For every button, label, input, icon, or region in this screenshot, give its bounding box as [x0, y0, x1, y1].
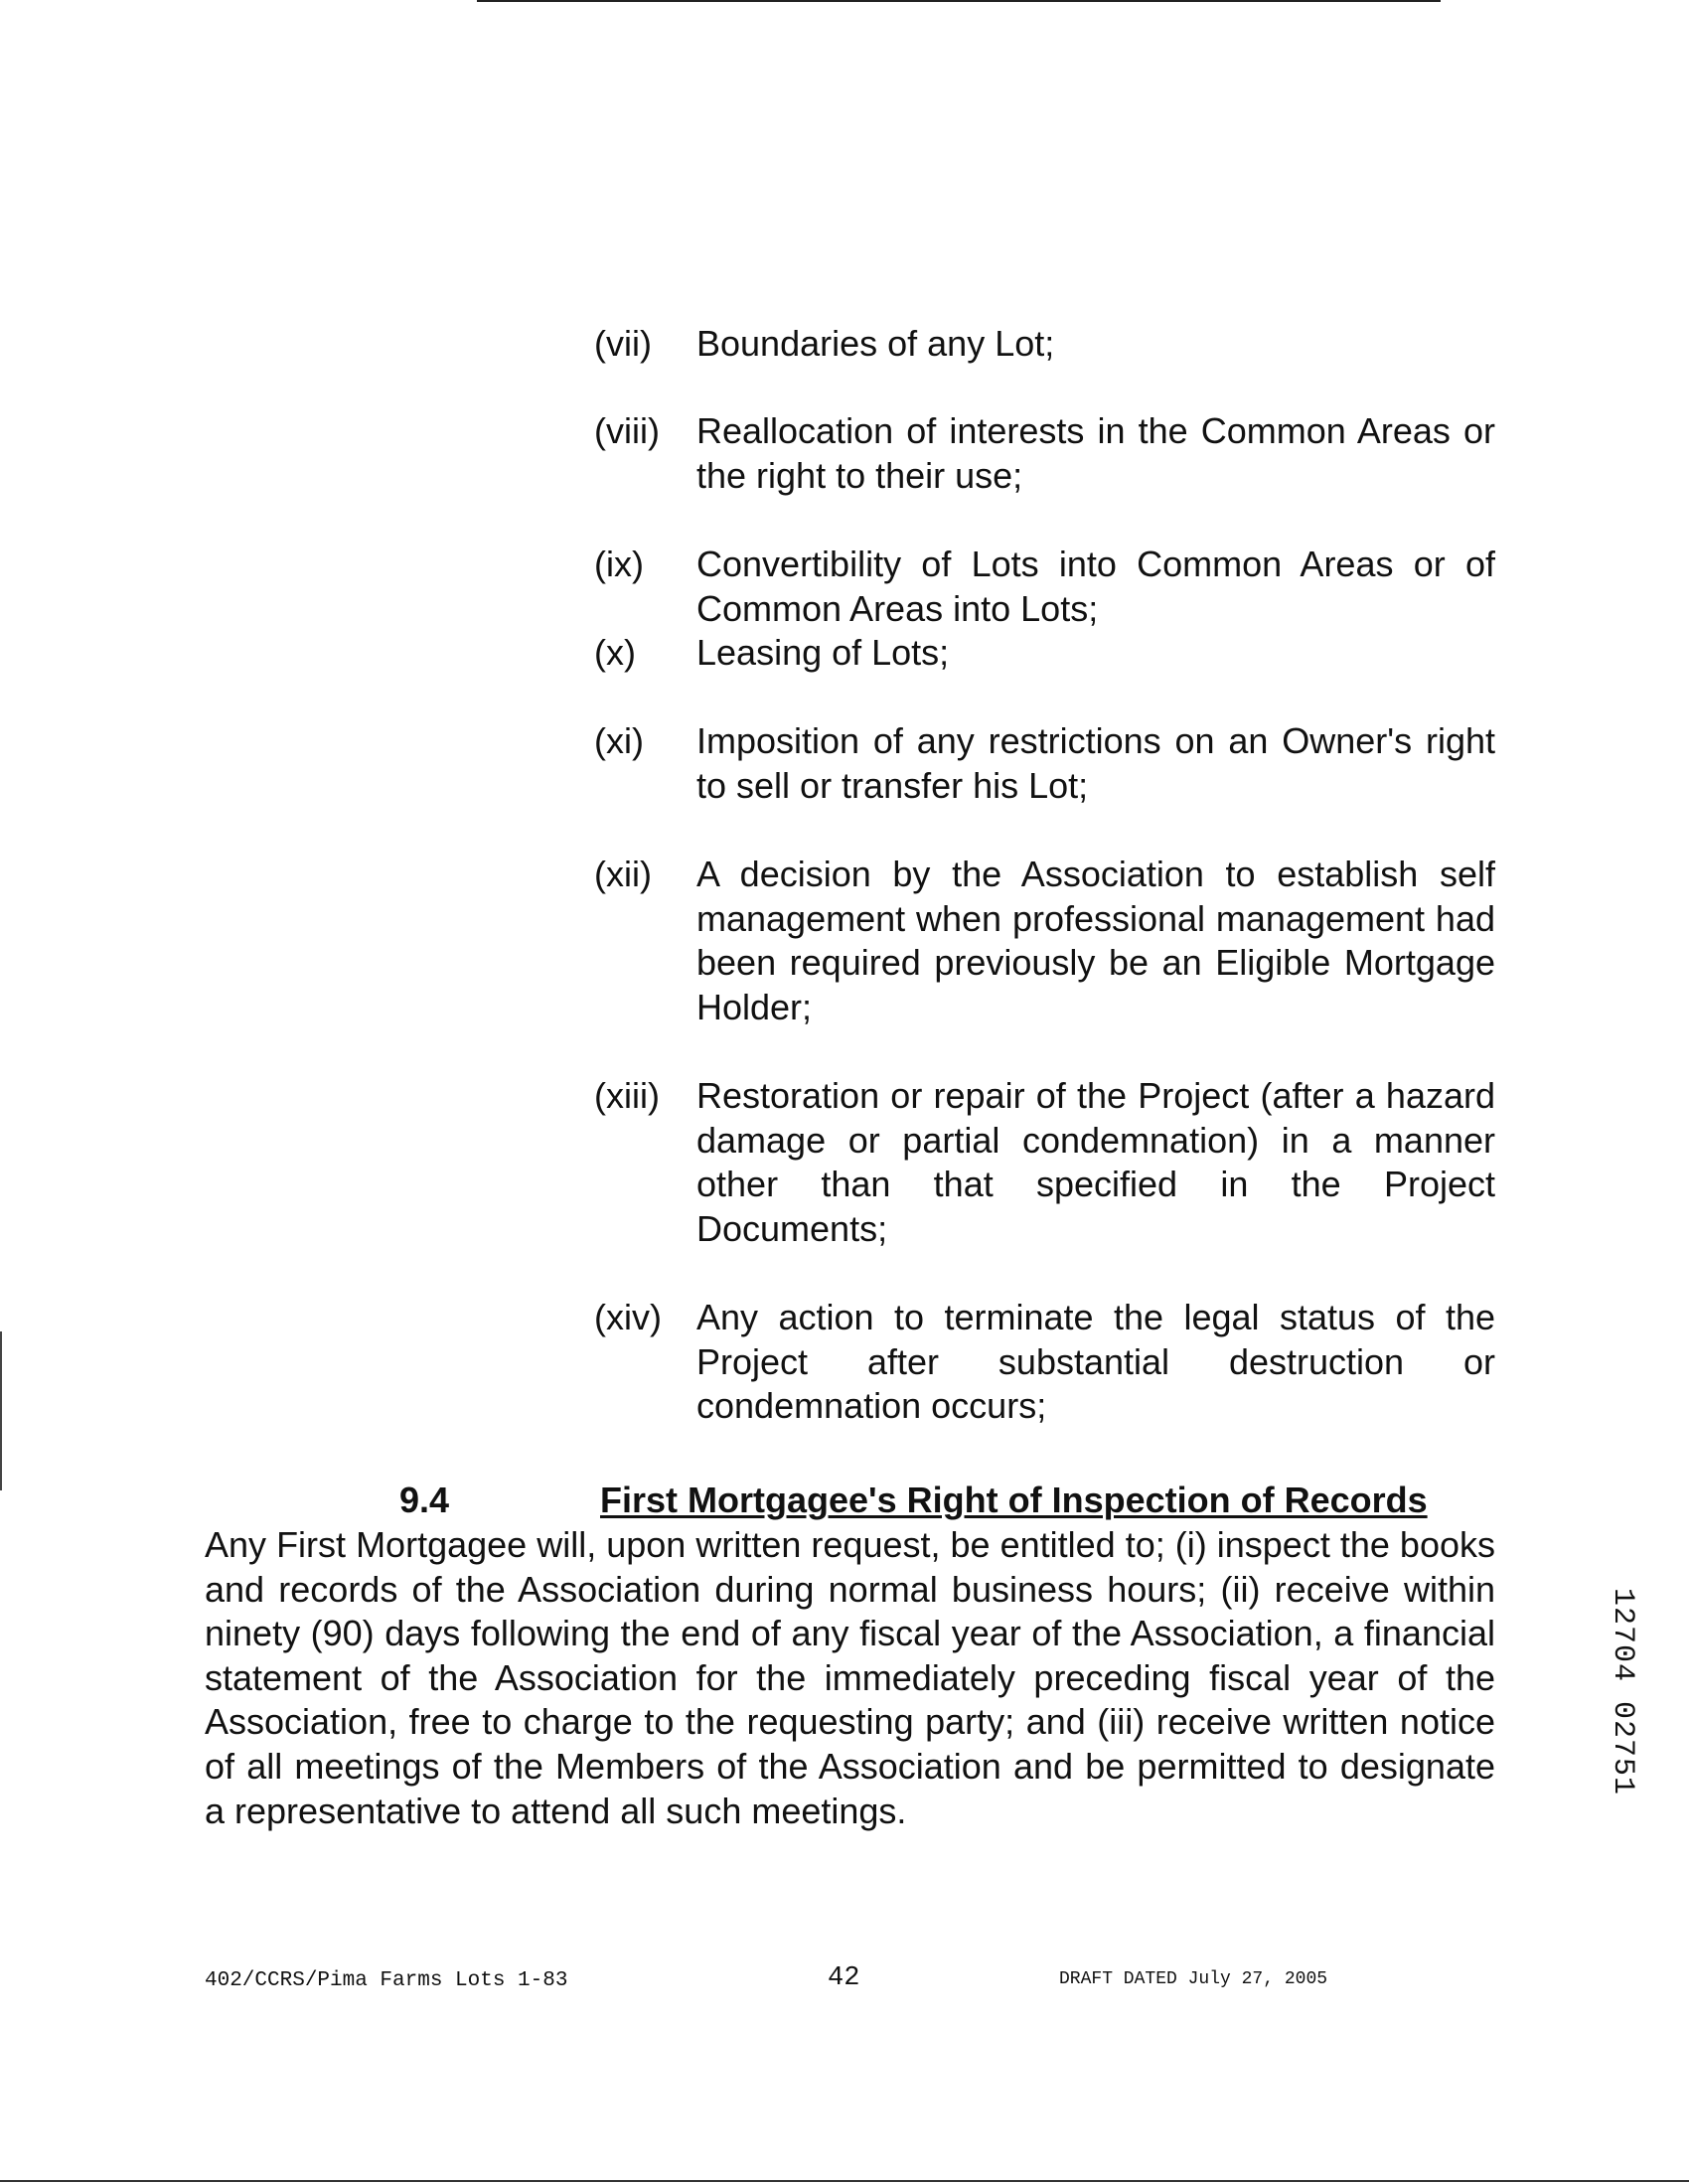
page-footer	[0, 1963, 1689, 2003]
bottom-rule	[0, 2180, 1689, 2182]
list-item-number: (xiv)	[594, 1297, 662, 1337]
section-number: 9.4	[399, 1480, 450, 1520]
list-item-text: A decision by the Association to establish self management when professional management had been required previously be an Eligible Mortgage Holder;	[696, 854, 1495, 1027]
list-item-text: Leasing of Lots;	[696, 632, 950, 673]
recording-number-text: 12704 02751	[1606, 1588, 1639, 1796]
recording-number-stamp	[1606, 1588, 1659, 1886]
list-item-text: Any action to terminate the legal status of the Project after substantial destruction or condemnation occurs;	[696, 1297, 1495, 1427]
list-item-number: (vii)	[594, 323, 652, 364]
section-body-paragraph: Any First Mortgagee will, upon written request, be entitled to; (i) inspect the books and records of the Association during normal business hours; (ii) receive within ninety (90) days following the end of any fiscal year of the Association, a financial statement of the Association for the immediately preceding fiscal year of the Association, free to charge to the requesting party; and (iii) receive written notice of all meetings of the Members of the Association and be permitted to designate a representative to attend all such meetings.	[205, 1524, 1495, 1831]
list-item-text: Reallocation of interests in the Common Areas or the right to their use;	[696, 410, 1495, 496]
top-rule	[477, 0, 1441, 2]
list-item-number: (viii)	[594, 410, 660, 451]
footer-page-number: 42	[828, 1963, 860, 1993]
list-item-number: (xi)	[594, 720, 644, 761]
footer-document-id: 402/CCRS/Pima Farms Lots 1-83	[205, 1969, 568, 1992]
list-item-text: Convertibility of Lots into Common Areas or of Common Areas into Lots;	[696, 544, 1495, 629]
list-item-number: (xiii)	[594, 1075, 660, 1116]
list-item-number: (x)	[594, 632, 636, 673]
list-item-number: (xii)	[594, 854, 652, 894]
list-item-text: Imposition of any restrictions on an Owner's right to sell or transfer his Lot;	[696, 720, 1495, 806]
scan-edge-mark	[0, 1331, 5, 1490]
list-item-number: (ix)	[594, 544, 644, 584]
list-item-text: Restoration or repair of the Project (after a hazard damage or partial condemnation) in a manner other than that specified in the Project Documents;	[696, 1075, 1495, 1249]
list-item-text: Boundaries of any Lot;	[696, 323, 1055, 364]
footer-draft-date: DRAFT DATED July 27, 2005	[1059, 1969, 1328, 1989]
section-title: First Mortgagee's Right of Inspection of Records	[600, 1480, 1428, 1520]
